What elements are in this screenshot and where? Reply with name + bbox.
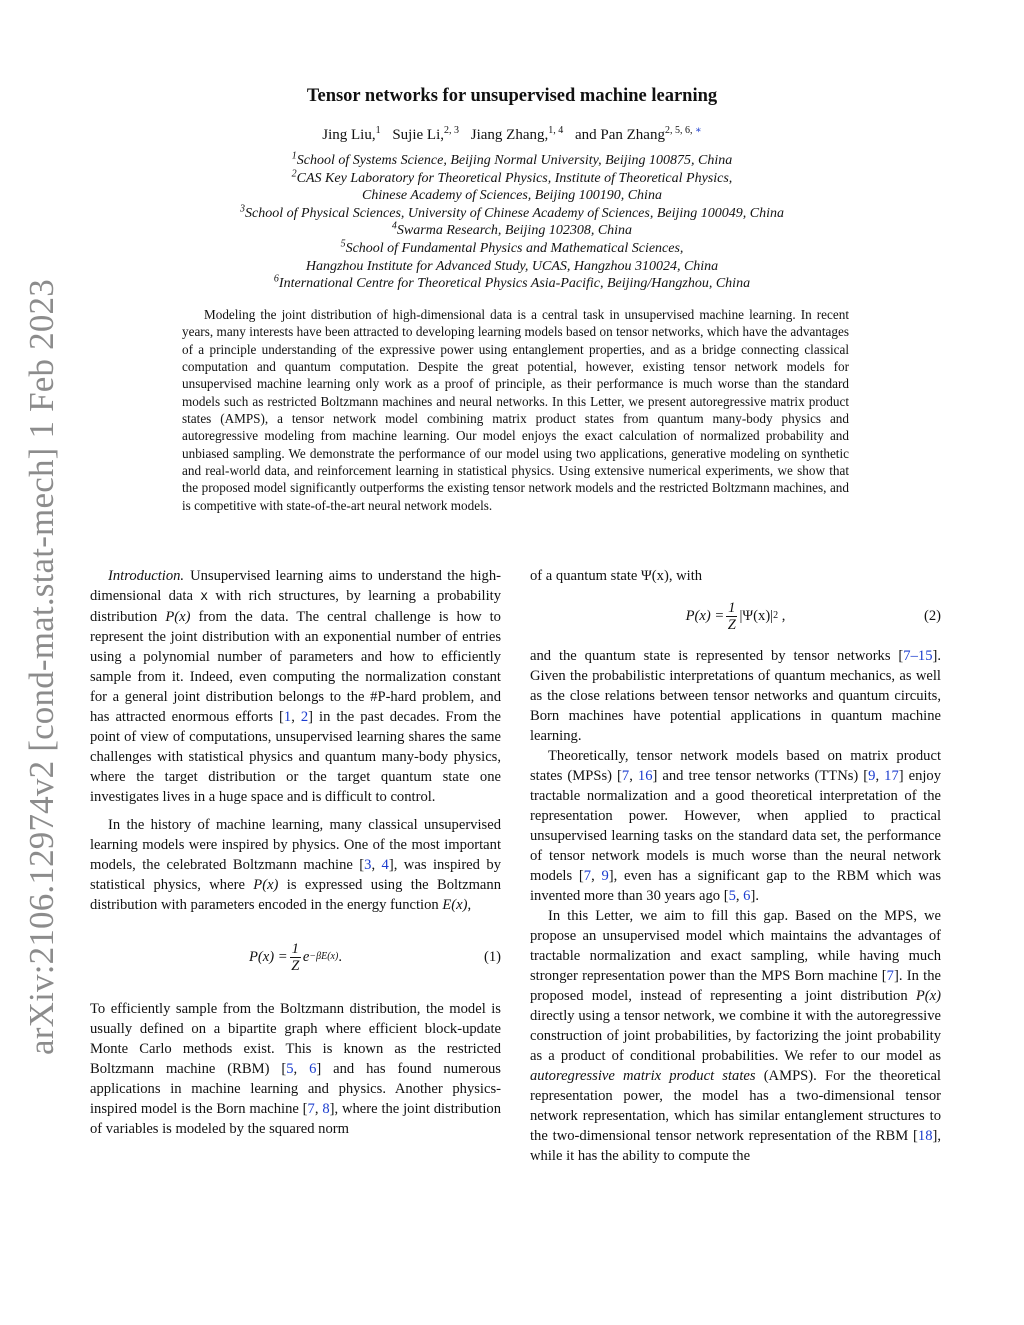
equation-1: P(x) = $\frac{1}{Z}$ e −βE(x) . (1): [249, 940, 501, 974]
equation-2: P(x) = $\frac{1}{Z}$ |Ψ(x)| 2 , (2): [685, 599, 941, 633]
citation-link[interactable]: 18: [917, 1128, 933, 1144]
citation-link[interactable]: 6: [743, 888, 751, 904]
affiliation-2: $^2$CAS Key Laboratory for Theoretical Physics, Institute of Theoretical Physics,: [291, 167, 733, 186]
citation-link[interactable]: 17: [884, 768, 899, 784]
citation-link[interactable]: 16: [637, 768, 653, 784]
paragraph-theoretically: Theoretically, tensor network models based on matrix product states (MPSs) [7, 16] and tree tensor networks (TTNs) [9, 17] enjoy tractable normalization and a good theoretical interpretation of the representation power. However, when applied to practical unsupervised learning tasks on the standard data set, the performance of tensor network models is much worse than the neural network models [7, 9], even has a significant gap to the RBM which was invented more than 30 years ago [5, 6].: [530, 748, 942, 904]
affiliation-5-cont: Hangzhou Institute for Advanced Study, UCAS, Hangzhou 310024, China: [305, 258, 719, 274]
author-jiang-zhang: Jiang Zhang,$^{1, 4}$: [470, 125, 564, 143]
equation-number: (2): [923, 608, 941, 624]
citation-link[interactable]: 6: [309, 1061, 317, 1077]
citation-link[interactable]: 5: [286, 1061, 294, 1077]
author-jing-liu: Jing Liu,$^1$: [322, 125, 381, 143]
paper-title: Tensor networks for unsupervised machine learning: [306, 86, 718, 106]
author-pan-zhang: and Pan Zhang$^{2, 5, 6, ∗}$: [574, 125, 702, 143]
citation-link[interactable]: 5: [728, 888, 736, 904]
citation-link[interactable]: 7: [307, 1101, 315, 1117]
affiliation-6: $^6$International Centre for Theoretical Physics Asia-Pacific, Beijing/Hangzhou, China: [273, 273, 751, 292]
corresponding-author-link[interactable]: ∗: [694, 125, 702, 136]
paragraph-continuation: of a quantum state Ψ(x), with: [530, 568, 703, 584]
paragraph-introduction: Introduction. Unsupervised learning aims to understand the high-dimensional data x with rich structures, by learning a probability distribution P(x) from the data. The central challenge is how to represent the joint distribution with an exponential number of entries using a polynomial number of parameters and how to efficiently sample from it. Indeed, even computing the normalization constant for a general joint distribution belongs to the #P-hard problem, and has attracted enormous efforts [1, 2] in the past decades. From the point of view of computations, unsupervised learning shares the same challenges with statistical physics and quantum many-body physics, where the target distribution or the target quantum state one investigates lives in a huge space and is difficult to control.: [90, 568, 501, 805]
citation-link[interactable]: 4: [381, 857, 389, 873]
citation-link[interactable]: 3: [364, 857, 372, 873]
equation-number: (1): [483, 949, 501, 965]
abstract: Modeling the joint distribution of high-dimensional data is a central task in unsupervised machine learning. In recent years, many interests have been attracted to developing learning models based on tensor networks, which have the advantages of a principle understanding of the expressive power using entanglement properties, and as a bridge connecting classical computation and quantum computation. Despite the great potential, however, existing tensor network models for unsupervised machine learning only work as a proof of principle, as their performance is much worse than the standard models such as restricted Boltzmann machines and neural networks. In this Letter, we present autoregressive matrix product states (AMPS), a tensor network model combining matrix product states from quantum many-body physics and autoregressive modeling from machine learning. Our model enjoys the exact calculation of normalized probability and unbiased sampling. We demonstrate the performance of our model using two applications, generative modeling on synthetic and real-world data, and reinforcement learning in statistical physics. Using extensive numerical experiments, we show that the proposed model significantly outperforms the existing tensor network models and the restricted Boltzmann machines, and is competitive with state-of-the-art neural network models.: [182, 307, 849, 513]
citation-link[interactable]: 2: [300, 709, 309, 725]
paragraph-this-letter: In this Letter, we aim to fill this gap. Based on the MPS, we propose an unsupervised model which maintains the advantages of tractable normalization and exact sampling, while having much stronger representation power than the MPS Born machine [7]. In the proposed model, instead of representing a joint distribution P(x) directly using a tensor network, we combine it with the autoregressive construction of joint probabilities, by factorizing the joint probability as a product of conditional probabilities. We refer to our model as autoregressive matrix product states (AMPS). For the theoretical representation power, the model has a two-dimensional tensor network representation, which has similar entanglement structures to the two-dimensional tensor network representation of the RBM [18], while it has the ability to compute the: [530, 908, 941, 1164]
right-column: [530, 566, 941, 1166]
citation-link[interactable]: 7: [583, 868, 592, 884]
citation-link[interactable]: 7–15: [903, 648, 933, 664]
citation-link[interactable]: 7: [621, 768, 630, 784]
citation-link[interactable]: 9: [601, 868, 609, 884]
citation-link[interactable]: 9: [868, 768, 876, 784]
section-runin-heading: Introduction.: [108, 568, 185, 584]
arxiv-identifier-stamp[interactable]: arXiv:2106.12974v2 [cond-mat.stat-mech] 1 Feb 2023: [22, 279, 61, 1055]
affiliation-2-cont: Chinese Academy of Sciences, Beijing 100190, China: [362, 188, 662, 204]
citation-link[interactable]: 1: [283, 709, 292, 725]
affiliation-4: $^4$Swarma Research, Beijing 102308, China: [391, 220, 633, 239]
citation-link[interactable]: 8: [322, 1101, 330, 1117]
affiliation-5: $^5$School of Fundamental Physics and Mathematical Sciences,: [340, 238, 684, 256]
affiliation-1: $^1$School of Systems Science, Beijing Normal University, Beijing 100875, China: [291, 150, 733, 168]
fraction: $\frac{1}{Z}$: [727, 599, 736, 633]
paragraph-rbm: To efficiently sample from the Boltzmann distribution, the model is usually defined on a bipartite graph where efficient block-update Monte Carlo methods exist. This is known as the restricted Boltzmann machine (RBM) [5, 6] and has found numerous applications in machine learning and physics. Another physics-inspired model is the Born machine [7, 8], where the joint distribution of variables is modeled by the squared norm: [90, 1001, 501, 1137]
fraction: $\frac{1}{Z}$: [291, 940, 300, 974]
affiliations: [0, 152, 1024, 293]
citation-link[interactable]: 7: [886, 968, 894, 984]
author-sujie-li: Sujie Li,$^{2, 3}$: [392, 125, 459, 143]
affiliation-3: $^3$School of Physical Sciences, University of Chinese Academy of Sciences, Beijing 100049, China: [240, 203, 784, 221]
paragraph-history: In the history of machine learning, many classical unsupervised learning models were inspired by physics. One of the most important models, the celebrated Boltzmann machine [3, 4], was inspired by statistical physics, where P(x) is expressed using the Boltzmann distribution with parameters encoded in the energy function E(x),: [90, 817, 501, 913]
author-list: [0, 127, 1024, 144]
left-column: [90, 566, 501, 1139]
paragraph-tensor-networks: and the quantum state is represented by tensor networks [7–15]. Given the probabilistic interpretations of quantum mechanics, as well as the close relations between tensor networks and quantum circuits, Born machines have potential applications in quantum machine learning.: [530, 648, 941, 744]
